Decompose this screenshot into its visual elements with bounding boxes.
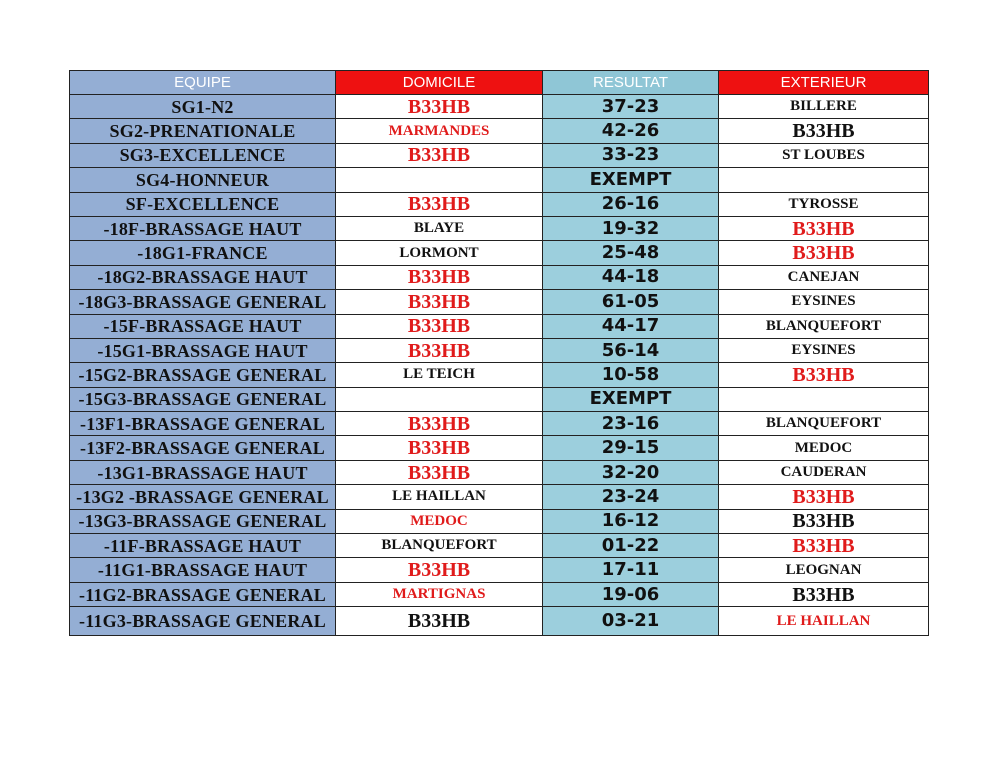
table-row [70,338,929,362]
exterieur-cell: EYSINES [719,338,929,362]
equipe-cell: -15G1-BRASSAGE HAUT [70,338,336,362]
table-row [70,460,929,484]
equipe-cell: SG2-PRENATIONALE [70,119,336,143]
exterieur-cell: B33HB [719,509,929,533]
equipe-cell: -11G2-BRASSAGE GENERAL [70,582,336,606]
resultat-cell: 25-48 [543,241,719,265]
domicile-cell: B33HB [336,338,543,362]
domicile-cell: B33HB [336,460,543,484]
domicile-cell: B33HB [336,265,543,289]
exterieur-cell: EYSINES [719,290,929,314]
resultat-cell: 32-20 [543,460,719,484]
domicile-cell: BLAYE [336,216,543,240]
exterieur-cell: B33HB [719,534,929,558]
exterieur-cell: ST LOUBES [719,143,929,167]
equipe-cell: -18F-BRASSAGE HAUT [70,216,336,240]
resultat-cell: 03-21 [543,607,719,636]
table-row [70,436,929,460]
table-row [70,412,929,436]
equipe-cell: SG3-EXCELLENCE [70,143,336,167]
table-row [70,241,929,265]
domicile-cell: B33HB [336,192,543,216]
table-row [70,534,929,558]
domicile-cell: B33HB [336,314,543,338]
table-row [70,607,929,636]
equipe-cell: SF-EXCELLENCE [70,192,336,216]
domicile-cell [336,387,543,411]
header-equipe: EQUIPE [70,71,336,95]
resultat-cell: 61-05 [543,290,719,314]
equipe-cell: -11F-BRASSAGE HAUT [70,534,336,558]
equipe-cell: -13G3-BRASSAGE GENERAL [70,509,336,533]
header-exterieur: EXTERIEUR [719,71,929,95]
header-domicile: DOMICILE [336,71,543,95]
equipe-cell: -13F1-BRASSAGE GENERAL [70,412,336,436]
table-row [70,216,929,240]
results-table [69,70,929,636]
table-row [70,119,929,143]
table-row [70,509,929,533]
exterieur-cell: B33HB [719,241,929,265]
equipe-cell: -13G2 -BRASSAGE GENERAL [70,485,336,509]
domicile-cell: B33HB [336,412,543,436]
resultat-cell: 42-26 [543,119,719,143]
table-row [70,290,929,314]
domicile-cell: LE HAILLAN [336,485,543,509]
exterieur-cell: LEOGNAN [719,558,929,582]
domicile-cell: B33HB [336,607,543,636]
domicile-cell: B33HB [336,143,543,167]
table-row [70,558,929,582]
domicile-cell: MARMANDES [336,119,543,143]
table-row [70,143,929,167]
exterieur-cell [719,387,929,411]
resultat-cell: 29-15 [543,436,719,460]
exterieur-cell: BLANQUEFORT [719,412,929,436]
domicile-cell [336,168,543,192]
equipe-cell: SG4-HONNEUR [70,168,336,192]
resultat-cell: EXEMPT [543,168,719,192]
exterieur-cell [719,168,929,192]
equipe-cell: -15G3-BRASSAGE GENERAL [70,387,336,411]
equipe-cell: -13G1-BRASSAGE HAUT [70,460,336,484]
resultat-cell: 37-23 [543,95,719,119]
resultat-cell: 17-11 [543,558,719,582]
equipe-cell: -15F-BRASSAGE HAUT [70,314,336,338]
resultat-cell: 56-14 [543,338,719,362]
domicile-cell: MARTIGNAS [336,582,543,606]
exterieur-cell: MEDOC [719,436,929,460]
domicile-cell: MEDOC [336,509,543,533]
exterieur-cell: LE HAILLAN [719,607,929,636]
equipe-cell: -18G1-FRANCE [70,241,336,265]
resultat-cell: EXEMPT [543,387,719,411]
table-row [70,387,929,411]
domicile-cell: B33HB [336,95,543,119]
exterieur-cell: CANEJAN [719,265,929,289]
equipe-cell: -18G2-BRASSAGE HAUT [70,265,336,289]
table-row [70,192,929,216]
resultat-cell: 10-58 [543,363,719,387]
equipe-cell: -11G3-BRASSAGE GENERAL [70,607,336,636]
domicile-cell: LE TEICH [336,363,543,387]
exterieur-cell: B33HB [719,582,929,606]
header-resultat: RESULTAT [543,71,719,95]
resultat-cell: 23-16 [543,412,719,436]
resultat-cell: 44-18 [543,265,719,289]
domicile-cell: BLANQUEFORT [336,534,543,558]
table-row [70,314,929,338]
equipe-cell: -15G2-BRASSAGE GENERAL [70,363,336,387]
resultat-cell: 26-16 [543,192,719,216]
exterieur-cell: BLANQUEFORT [719,314,929,338]
exterieur-cell: B33HB [719,119,929,143]
exterieur-cell: CAUDERAN [719,460,929,484]
equipe-cell: -18G3-BRASSAGE GENERAL [70,290,336,314]
resultat-cell: 19-06 [543,582,719,606]
exterieur-cell: B33HB [719,216,929,240]
resultat-cell: 44-17 [543,314,719,338]
exterieur-cell: BILLERE [719,95,929,119]
exterieur-cell: B33HB [719,485,929,509]
resultat-cell: 33-23 [543,143,719,167]
header-row [70,71,929,95]
table-row [70,485,929,509]
resultat-cell: 01-22 [543,534,719,558]
table-row [70,363,929,387]
domicile-cell: LORMONT [336,241,543,265]
table-row [70,582,929,606]
resultat-cell: 16-12 [543,509,719,533]
exterieur-cell: B33HB [719,363,929,387]
domicile-cell: B33HB [336,558,543,582]
table-row [70,168,929,192]
exterieur-cell: TYROSSE [719,192,929,216]
resultat-cell: 19-32 [543,216,719,240]
equipe-cell: SG1-N2 [70,95,336,119]
domicile-cell: B33HB [336,436,543,460]
equipe-cell: -13F2-BRASSAGE GENERAL [70,436,336,460]
equipe-cell: -11G1-BRASSAGE HAUT [70,558,336,582]
table-row [70,265,929,289]
resultat-cell: 23-24 [543,485,719,509]
table-row [70,95,929,119]
domicile-cell: B33HB [336,290,543,314]
